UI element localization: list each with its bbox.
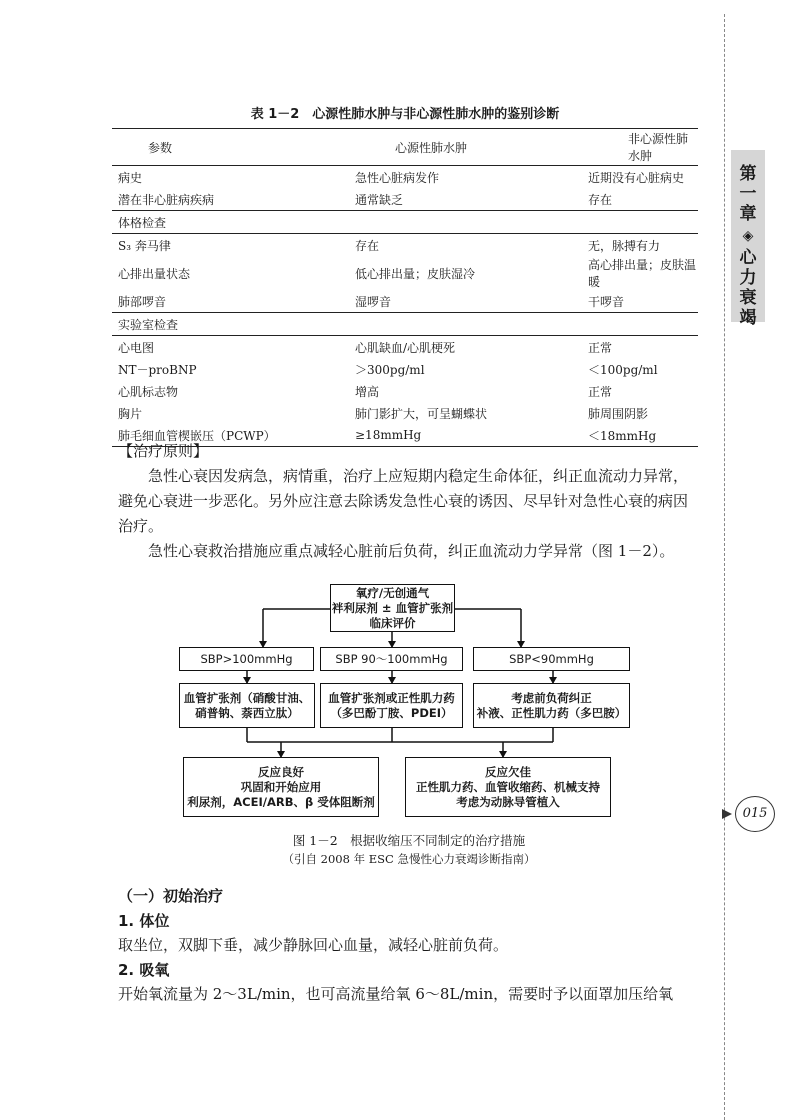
table-cell: 心电图 [118,340,155,355]
sbp-box-high [179,647,314,671]
table-cell: 低心排出量；皮肤湿冷 [355,266,476,281]
flow-text: SBP>100mmHg [200,651,293,666]
chapter-title-char: 力 [739,268,757,288]
table-cell: 心肌缺血/心肌梗死 [355,340,456,355]
item-heading: 2. 吸氧 [118,961,170,979]
table-header: 参数 [112,129,355,166]
chapter-char: 第 [739,164,757,184]
treatment-box-mid [320,683,463,728]
item-heading: 1. 体位 [118,912,170,930]
table-cell: 通常缺乏 [355,192,404,207]
flow-text: 考虑为动脉导管植入 [456,794,560,809]
table-header: 心源性肺水肿 [355,129,588,166]
flow-text: SBP 90～100mmHg [335,651,448,666]
table-cell: 存在 [355,238,380,253]
table-cell: 胸片 [118,406,143,421]
chapter-char: 章 [739,204,757,224]
table-cell: 心肌标志物 [118,384,179,399]
chapter-char: 一 [739,184,757,204]
flow-text: 临床评价 [369,615,416,630]
subsection-heading: （一）初始治疗 [118,887,224,905]
table-cell: 干啰音 [588,294,625,309]
treatment-box-left [179,683,315,728]
chapter-title-char: 衰 [739,288,757,308]
flow-start-box [330,584,455,632]
table-cell: 近期没有心脏病史 [588,170,685,185]
table-cell: 存在 [588,192,613,207]
table-cell: 增高 [355,384,380,399]
diamond-icon: ◈ [742,228,754,244]
table-cell: 正常 [588,384,613,399]
table-cell: ＞300pg/ml [355,362,425,377]
outcome-good-box [183,757,379,817]
flow-text: 利尿剂，ACEI/ARB、β 受体阻断剂 [187,794,375,809]
chapter-title-char: 竭 [739,308,757,328]
table-cell: 高心排出量；皮肤温暖 [588,258,697,289]
sbp-box-low [473,647,630,671]
treatment-box-right [473,683,630,728]
table-cell: ＜18mmHg [588,424,698,447]
flow-text: （多巴酚丁胺、PDEI） [330,705,453,720]
table-cell: 湿啰音 [355,294,392,309]
flow-text: 反应欠佳 [485,764,531,779]
chapter-title-char: 心 [739,248,757,268]
table-title: 表 1－2 心源性肺水肿与非心源性肺水肿的鉴别诊断 [250,107,560,122]
flow-text: 反应良好 [258,764,304,779]
table-cell: ≥18mmHg [355,424,588,447]
table-cell: NT－proBNP [118,362,197,377]
flow-text: 血管扩张剂（硝酸甘油、 [183,690,311,705]
table-cell: 实验室检查 [112,313,355,336]
outcome-poor-box [405,757,611,817]
table-cell: 病史 [118,170,143,185]
section-heading: 【治疗原则】 [118,442,209,460]
sbp-box-mid [320,647,463,671]
flow-text: 血管扩张剂或正性肌力药 [328,690,455,705]
table-cell: 急性心脏病发作 [355,170,440,185]
figure-source: （引自 2008 年 ESC 急慢性心力衰竭诊断指南） [282,852,536,866]
flow-text: 硝普钠、萘西立肽） [195,705,299,720]
table-cell: 心排出量状态 [118,266,191,281]
table-cell: 肺周围阴影 [588,406,649,421]
table-cell: 肺部啰音 [118,294,167,309]
table-cell: 肺毛细血管楔嵌压（PCWP） [112,424,355,447]
paragraph: 开始氧流量为 2～3L/min，也可高流量给氧 6～8L/min，需要时予以面罩加压给氧 [118,985,674,1003]
figure-caption: 图 1－2 根据收缩压不同制定的治疗措施 [292,833,526,848]
paragraph: 取坐位，双脚下垂，减少静脉回心血量，减轻心脏前负荷。 [118,936,509,954]
table-cell: 正常 [588,340,613,355]
table-cell: S₃ 奔马律 [118,238,171,253]
table-cell: 无，脉搏有力 [588,238,661,253]
page-number: 015 [735,796,775,832]
flow-text: 补液、正性肌力药（多巴胺） [476,705,627,720]
table-cell: 潜在非心脏病疾病 [118,192,215,207]
paragraph: 急性心衰因发病急，病情重，治疗上应短期内稳定生命体征，纠正血流动力异常，避免心衰进一步恶化。另外应注意去除诱发急性心衰的诱因、尽早针对急性心衰的病因治疗。 [118,467,689,535]
flow-text: 正性肌力药、血管收缩药、机械支持 [416,779,600,794]
flow-text: 袢利尿剂 ± 血管扩张剂 [331,600,454,615]
table-cell: 肺门影扩大，可呈蝴蝶状 [355,406,488,421]
table-cell: ＜100pg/ml [588,362,658,377]
flow-text: 巩固和开始应用 [240,779,322,794]
paragraph: 急性心衰救治措施应重点减轻心脏前后负荷，纠正血流动力学异常（图 1－2）。 [148,542,675,560]
flow-text: 氧疗/无创通气 [355,585,430,600]
table-cell: 体格检查 [112,211,355,234]
flow-text: 考虑前负荷纠正 [511,690,592,705]
table-header: 非心源性肺水肿 [588,129,698,166]
flow-text: SBP<90mmHg [509,651,594,666]
